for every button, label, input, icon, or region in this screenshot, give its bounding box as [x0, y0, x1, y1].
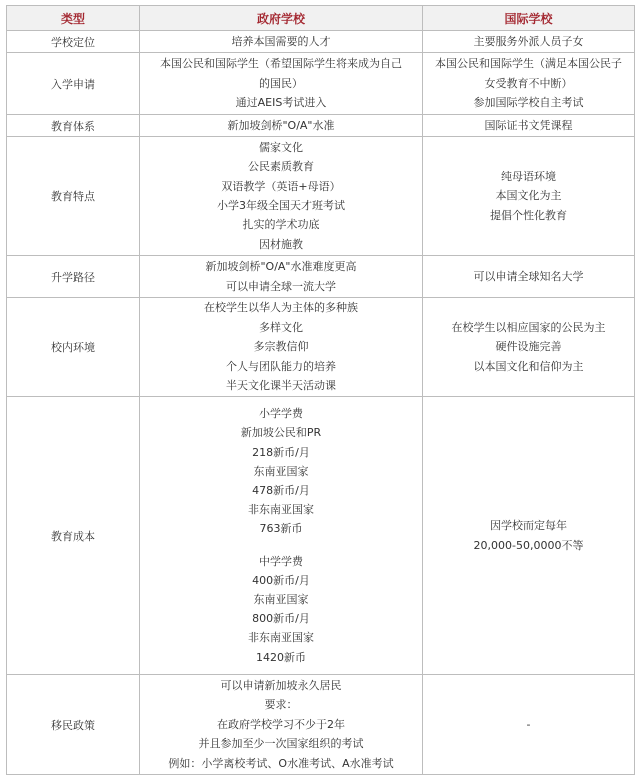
- gov-cell: 培养本国需要的人才: [140, 31, 423, 53]
- gov-cell: 在校学生以华人为主体的多种族 多样文化 多宗教信仰 个人与团队能力的培养 半天文化课半天活动课: [140, 298, 423, 397]
- row-label: 学校定位: [7, 31, 140, 53]
- row-positioning: [7, 31, 635, 53]
- row-environment: [7, 298, 635, 397]
- row-label: 升学路径: [7, 256, 140, 298]
- row-label: 教育特点: [7, 137, 140, 256]
- intl-cell: -: [423, 675, 635, 775]
- row-features: [7, 137, 635, 256]
- header-intl-school: 国际学校: [423, 6, 635, 31]
- row-label: 教育成本: [7, 397, 140, 675]
- gov-cell: 本国公民和国际学生（希望国际学生将来成为自己的国民） 通过AEIS考试进入: [140, 53, 423, 115]
- intl-cell: 在校学生以相应国家的公民为主 硬件设施完善 以本国文化和信仰为主: [423, 298, 635, 397]
- row-system: [7, 115, 635, 137]
- intl-cell: 主要服务外派人员子女: [423, 31, 635, 53]
- row-immigration: [7, 675, 635, 775]
- row-label: 教育体系: [7, 115, 140, 137]
- gov-cell: 新加坡剑桥"O/A"水准难度更高 可以申请全球一流大学: [140, 256, 423, 298]
- gov-cell: 小学学费 新加坡公民和PR 218新币/月 东南亚国家 478新币/月 非东南亚国家 763新币 中学学费 400新币/月 东南亚国家 800新币/月 非东南亚国家 1420新币: [140, 397, 423, 675]
- header-type: 类型: [7, 6, 140, 31]
- intl-cell: 因学校而定每年 20,000-50,0000不等: [423, 397, 635, 675]
- intl-cell: 纯母语环境 本国文化为主 提倡个性化教育: [423, 137, 635, 256]
- gov-cell: 可以申请新加坡永久居民 要求： 在政府学校学习不少于2年 并且参加至少一次国家组织的考试 例如：小学离校考试、O水准考试、A水准考试: [140, 675, 423, 775]
- header-gov-school: 政府学校: [140, 6, 423, 31]
- intl-cell: 本国公民和国际学生（满足本国公民子女受教育不中断） 参加国际学校自主考试: [423, 53, 635, 115]
- row-admission: [7, 53, 635, 115]
- intl-cell: 可以申请全球知名大学: [423, 256, 635, 298]
- gov-cell: 新加坡剑桥"O/A"水准: [140, 115, 423, 137]
- intl-cell: 国际证书文凭课程: [423, 115, 635, 137]
- header-row: [7, 6, 635, 31]
- comparison-table: [6, 5, 635, 775]
- row-label: 校内环境: [7, 298, 140, 397]
- row-label: 入学申请: [7, 53, 140, 115]
- row-pathway: [7, 256, 635, 298]
- row-cost: [7, 397, 635, 675]
- gov-cell: 儒家文化 公民素质教育 双语教学（英语+母语） 小学3年级全国天才班考试 扎实的学术功底 因材施教: [140, 137, 423, 256]
- row-label: 移民政策: [7, 675, 140, 775]
